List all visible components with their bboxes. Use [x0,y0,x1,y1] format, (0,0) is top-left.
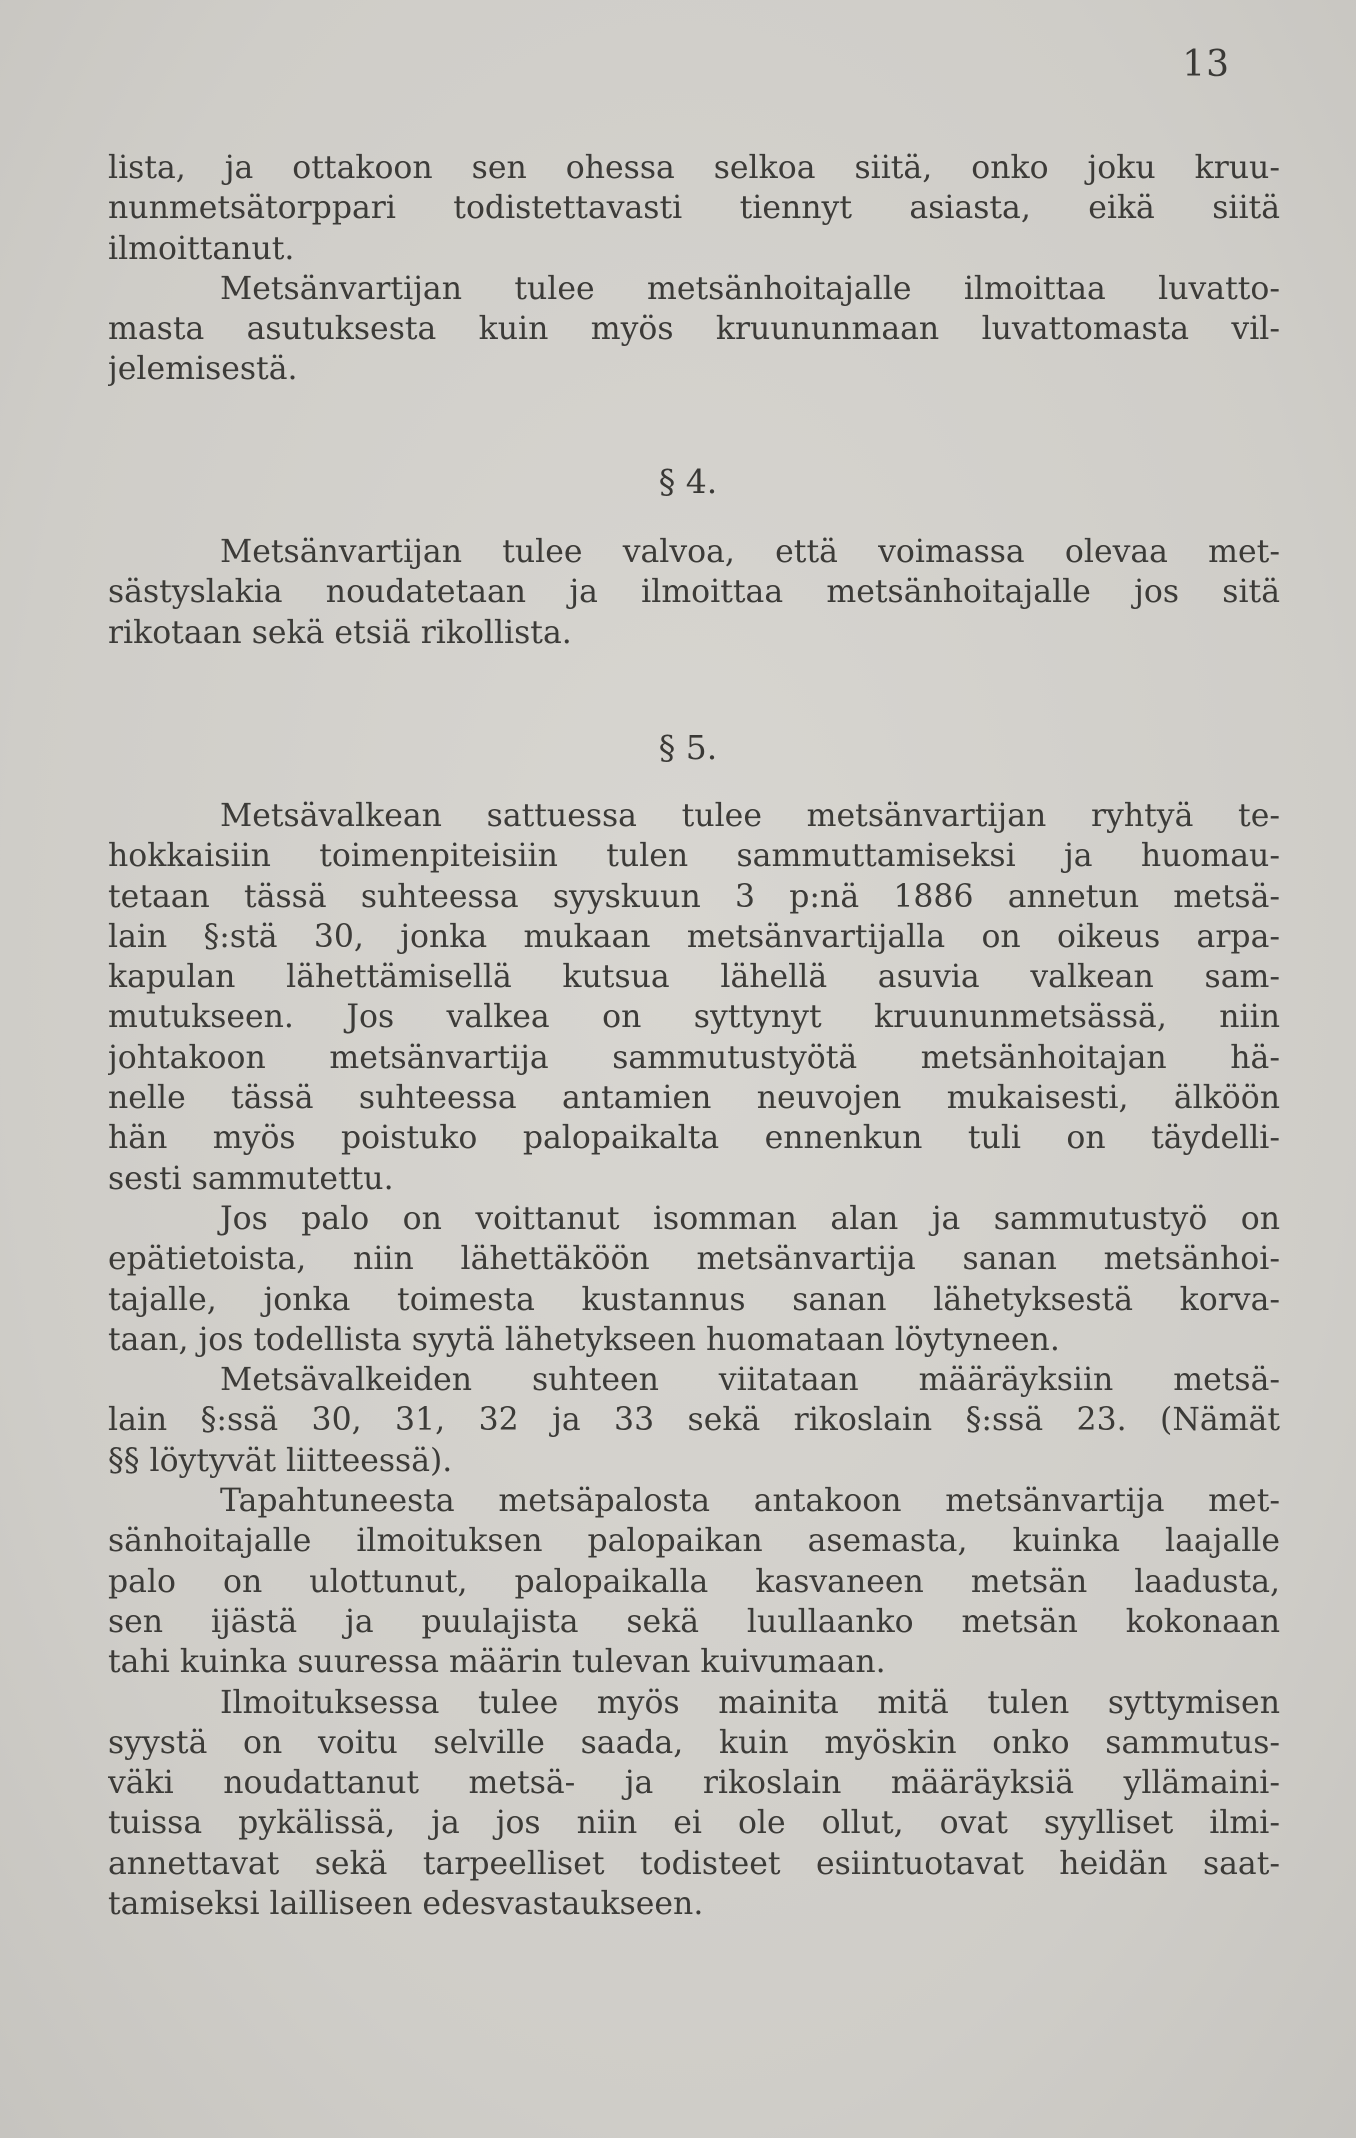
text-line: hän myös poistuko palopaikalta ennenkun tuli on täydelli- [108,1120,1280,1157]
text-line: tamiseksi lailliseen edesvastaukseen. [108,1886,704,1923]
section-5-heading: § 5. [658,728,718,767]
section-4-heading: § 4. [658,462,718,501]
text-line: annettavat sekä tarpeelliset todisteet esiintuotavat heidän saat- [108,1845,1280,1882]
text-line: kapulan lähettämisellä kutsua lähellä asuvia valkean sam- [108,959,1280,996]
text-line: Metsänvartijan tulee metsänhoitajalle ilmoittaa luvatto- [220,270,1280,307]
text-line: Metsävalkean sattuessa tulee metsänvartijan ryhtyä te- [220,798,1280,834]
text-line: jelemisestä. [108,351,298,388]
text-line: mutukseen. Jos valkea on syttynyt kruununmetsässä, niin [108,999,1280,1036]
text-line: sesti sammutettu. [108,1160,394,1197]
text-line: tuissa pykälissä, ja jos niin ei ole ollut, ovat syylliset ilmi- [108,1805,1280,1842]
intro-paragraphs [108,148,1280,390]
text-line: masta asutuksesta kuin myös kruununmaan luvattomasta vil- [108,311,1280,348]
text-line: Ilmoituksessa tulee myös mainita mitä tulen syttymisen [220,1684,1280,1721]
section-5-paragraphs [108,796,1280,1924]
text-line: johtakoon metsänvartija sammutustyötä metsänhoitajan hä- [108,1039,1280,1076]
text-line: lain §:ssä 30, 31, 32 ja 33 sekä rikoslain §:ssä 23. (Nämät [108,1402,1280,1439]
text-line: tajalle, jonka toimesta kustannus sanan lähetyksestä korva- [108,1281,1280,1318]
text-line: sen ijästä ja puulajista sekä luullaanko metsän kokonaan [108,1603,1280,1640]
text-line: §§ löytyvät liitteessä). [108,1442,453,1479]
text-line: nelle tässä suhteessa antamien neuvojen mukaisesti, älköön [108,1080,1280,1117]
text-line: Metsävalkeiden suhteen viitataan määräyksiin metsä- [220,1362,1280,1399]
text-line: taan, jos todellista syytä lähetykseen huomataan löytyneen. [108,1321,1060,1358]
text-line: palo on ulottunut, palopaikalla kasvaneen metsän laadusta, [108,1563,1280,1600]
text-line: tahi kuinka suuressa määrin tulevan kuivumaan. [108,1644,886,1681]
text-line: Jos palo on voittanut isomman alan ja sammutustyö on [220,1200,1280,1237]
text-line: hokkaisiin toimenpiteisiin tulen sammuttamiseksi ja huomau- [108,838,1280,875]
text-line: sänhoitajalle ilmoituksen palopaikan asemasta, kuinka laajalle [108,1523,1280,1560]
text-line: syystä on voitu selville saada, kuin myöskin onko sammutus- [108,1724,1280,1761]
text-line: Tapahtuneesta metsäpalosta antakoon metsänvartija met- [220,1483,1280,1520]
text-line: epätietoista, niin lähettäköön metsänvartija sanan metsänhoi- [108,1241,1280,1278]
text-line: sästyslakia noudatetaan ja ilmoittaa metsänhoitajalle jos sitä [108,574,1280,611]
text-line: tetaan tässä suhteessa syyskuun 3 p:nä 1886 annetun metsä- [108,878,1280,915]
text-line: väki noudattanut metsä- ja rikoslain määräyksiä yllämaini- [108,1765,1280,1802]
text-line: lista, ja ottakoon sen ohessa selkoa siitä, onko joku kruu- [108,150,1280,186]
text-line: ilmoittanut. [108,230,295,267]
text-line: rikotaan sekä etsiä rikollista. [108,614,572,651]
text-line: lain §:stä 30, jonka mukaan metsänvartijalla on oikeus arpa- [108,918,1280,955]
page-number: 13 [1182,44,1230,85]
section-4-paragraph [108,532,1280,653]
text-line: nunmetsätorppari todistettavasti tiennyt asiasta, eikä siitä [108,190,1280,227]
text-line: Metsänvartijan tulee valvoa, että voimassa olevaa met- [220,534,1280,570]
